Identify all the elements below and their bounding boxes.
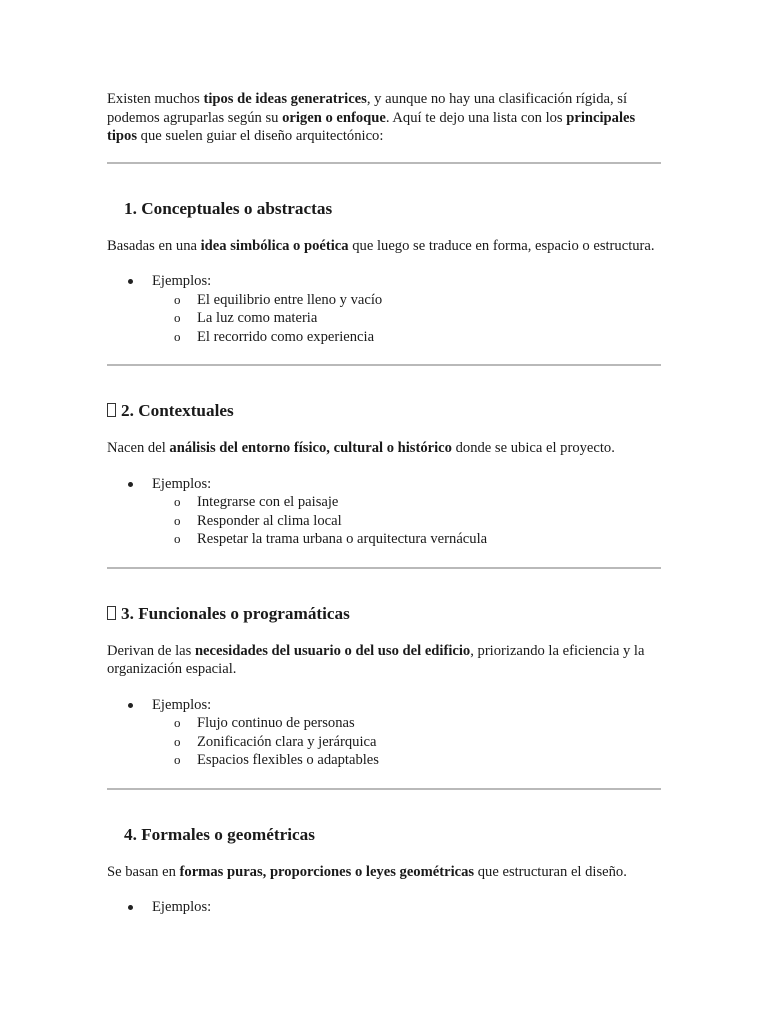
examples-list [107, 272, 661, 346]
section-description: Se basan en formas puras, proporciones o leyes geométricas que estructuran el diseño. [107, 863, 627, 880]
missing-glyph-icon [107, 403, 116, 417]
list-item: o Espacios flexibles o adaptables [174, 752, 379, 768]
list-item: o Integrarse con el paisaje [174, 494, 339, 510]
section-description: Basadas en una idea simbólica o poética que luego se traduce en forma, espacio o estructura. [107, 237, 655, 254]
section-heading-contextuales: 2. Contextuales [107, 400, 661, 422]
circle-bullet-icon: o [174, 531, 181, 546]
circle-bullet-icon: o [174, 752, 181, 767]
section-divider [107, 788, 661, 790]
list-item: o Responder al clima local [174, 512, 342, 529]
section-description: Nacen del análisis del entorno físico, cultural o histórico donde se ubica el proyecto. [107, 440, 615, 456]
sub-list [152, 714, 661, 770]
document-page [107, 90, 661, 917]
intro-paragraph: Existen muchos tipos de ideas generatrices, y aunque no hay una clasificación rígida, sí podemos agruparlas según su origen o enfoque. Aquí te dejo una lista con los principales tipos que suelen guiar el diseño arquitectónico: [107, 91, 636, 144]
examples-list [107, 696, 661, 770]
list-item: Ejemplos: o El equilibrio entre lleno y vacío o La luz como materia o El recorrido como experiencia [107, 272, 661, 346]
examples-list [107, 475, 661, 549]
section-divider [107, 364, 661, 366]
section-description: Derivan de las necesidades del usuario o del uso del edificio, priorizando la eficiencia y la organización espacial. [107, 642, 645, 677]
list-item: o El equilibrio entre lleno y vacío [174, 291, 383, 308]
list-item: Ejemplos: [107, 898, 661, 917]
section-heading-conceptuales: 1. Conceptuales o abstractas [124, 198, 333, 218]
list-item: Ejemplos: o Flujo continuo de personas o Zonificación clara y jerárquica o Espacios flexibles o adaptables [107, 696, 661, 770]
bullet-icon [128, 703, 133, 708]
circle-bullet-icon: o [174, 733, 181, 749]
bullet-icon [128, 279, 133, 284]
missing-glyph-icon [107, 606, 116, 620]
list-item: Ejemplos: o Integrarse con el paisaje o Responder al clima local o Respetar la trama urbana o arquitectura vernácula [107, 475, 661, 549]
list-item: o La luz como materia [174, 310, 318, 326]
sub-list [152, 493, 661, 549]
section-divider [107, 162, 661, 164]
bullet-icon [128, 482, 133, 487]
circle-bullet-icon: o [174, 310, 181, 325]
section-heading-funcionales: 3. Funcionales o programáticas [107, 603, 661, 625]
circle-bullet-icon: o [174, 328, 181, 344]
list-item: o Flujo continuo de personas [174, 715, 355, 731]
circle-bullet-icon: o [174, 494, 181, 509]
circle-bullet-icon: o [174, 291, 181, 307]
list-item: o Zonificación clara y jerárquica [174, 733, 377, 750]
bullet-icon [128, 905, 133, 910]
circle-bullet-icon: o [174, 715, 181, 730]
list-item: o El recorrido como experiencia [174, 328, 375, 345]
examples-list [107, 898, 661, 917]
sub-list [152, 291, 661, 347]
list-item: o Respetar la trama urbana o arquitectura vernácula [174, 531, 488, 547]
section-divider [107, 567, 661, 569]
circle-bullet-icon: o [174, 512, 181, 528]
section-heading-formales: 4. Formales o geométricas [124, 824, 315, 844]
